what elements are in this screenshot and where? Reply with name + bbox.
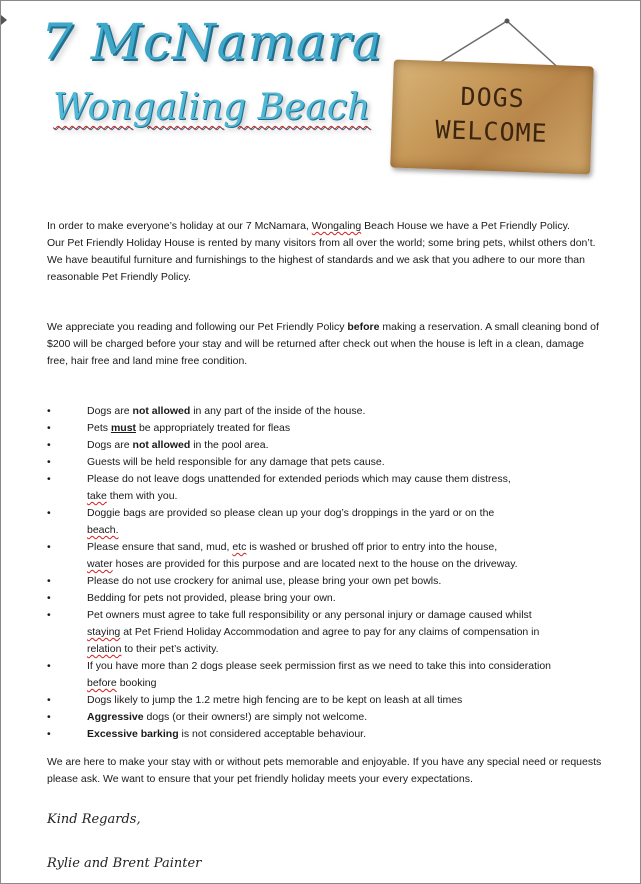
rule-text: them with you.: [106, 490, 178, 502]
rule-bold-text: Aggressive: [87, 711, 144, 723]
list-item: [47, 692, 607, 709]
sign-board: [390, 60, 594, 175]
bullet-icon: •: [47, 694, 51, 706]
bullet-icon: •: [47, 473, 51, 485]
intro-place-name: Wongaling: [311, 220, 362, 232]
bullet-icon: •: [47, 711, 51, 723]
intro-text: making a reservation. A small cleaning bond of $200 will be charged before your stay and will be returned after check out when the house is left in a clean, damage free, hair free and land mine free condition.: [47, 321, 599, 367]
rule-text: If you have more than 2 dogs please seek permission first as we need to take this into consideration: [87, 660, 552, 672]
list-item: [47, 590, 607, 607]
rule-text: be appropriately treated for fleas: [136, 422, 291, 434]
list-item: [47, 726, 607, 743]
rule-bold-text: must: [110, 422, 137, 434]
bullet-icon: •: [47, 660, 51, 672]
rule-text: Pet owners must agree to take full responsibility or any personal injury or damage caused whilst: [87, 609, 532, 621]
rule-text: is not considered acceptable behaviour.: [178, 728, 367, 740]
list-item: [47, 573, 607, 590]
list-item: [47, 454, 607, 471]
intro-paragraph-1: [47, 218, 607, 286]
sign-text-line-1: DOGS: [460, 81, 526, 114]
list-item: [47, 539, 607, 573]
dogs-welcome-sign: [386, 13, 596, 173]
bullet-icon: •: [47, 609, 51, 621]
rule-text: Pets: [87, 422, 111, 434]
rule-text: Dogs are: [87, 439, 133, 451]
rule-bold-text: Excessive barking: [87, 728, 179, 740]
intro-paragraph-2: [47, 319, 607, 370]
rule-text: Dogs are: [87, 405, 133, 417]
rule-text: Doggie bags are provided so please clean up your dog’s droppings in the yard or on the: [87, 507, 495, 519]
corner-arrow-icon: [1, 15, 7, 25]
bullet-icon: •: [47, 541, 51, 553]
rule-text: dogs (or their owners!) are simply not welcome.: [143, 711, 368, 723]
title-line-2: [53, 87, 370, 128]
title-line-2-text: Wongaling Beach: [53, 87, 371, 128]
closing-paragraph: We are here to make your stay with or without pets memorable and enjoyable. If you have any special need or requests please ask. We want to ensure that your pet friendly holiday meets your every expectations.: [47, 756, 602, 785]
rule-text: relation: [87, 643, 122, 655]
rule-text: water: [87, 558, 113, 570]
rule-text: at Pet Friend Holiday Accommodation and agree to pay for any claims of compensation in: [120, 626, 540, 638]
rule-text: Please do not leave dogs unattended for extended periods which may cause them distress,: [87, 473, 511, 485]
sign-text-line-2: WELCOME: [434, 115, 549, 148]
rule-text: hoses are provided for this purpose and are located next to the house on the driveway.: [112, 558, 518, 570]
rule-text: to their pet’s activity.: [121, 643, 219, 655]
bullet-icon: •: [47, 728, 51, 740]
list-item: [47, 403, 607, 420]
rule-text: before: [87, 677, 117, 689]
bullet-icon: •: [47, 575, 51, 587]
list-item: [47, 709, 607, 726]
rule-text: Guests will be held responsible for any damage that pets cause.: [87, 456, 385, 468]
rule-text: staying: [87, 626, 121, 638]
intro-text: Our Pet Friendly Holiday House is rented by many visitors from all over the world; some bring pets, whilst others don’t. We have beautiful furniture and furnishings to the highest of standards and we ask that you adhere to our more than reasonable Pet Friendly Policy.: [47, 237, 596, 283]
bullet-icon: •: [47, 439, 51, 451]
rule-text: beach.: [87, 524, 119, 536]
policy-rules-list: [47, 403, 607, 743]
bullet-icon: •: [47, 456, 51, 468]
list-item: [47, 658, 607, 692]
rule-text: Please do not use crockery for animal use, please bring your own pet bowls.: [87, 575, 442, 587]
title-line-1: 7 McNamara: [41, 13, 383, 71]
rule-bold-text: not allowed: [132, 405, 191, 417]
rule-text: Bedding for pets not provided, please bring your own.: [87, 592, 336, 604]
bullet-icon: •: [47, 592, 51, 604]
rule-text: Please ensure that sand, mud,: [87, 541, 233, 553]
rule-text: in the pool area.: [190, 439, 269, 451]
bullet-icon: •: [47, 422, 51, 434]
rule-text: Dogs likely to jump the 1.2 metre high fencing are to be kept on leash at all times: [87, 694, 463, 706]
list-item: [47, 420, 607, 437]
rule-bold-text: not allowed: [132, 439, 191, 451]
list-item: [47, 437, 607, 454]
signature: Rylie and Brent Painter: [47, 856, 202, 871]
rule-text: booking: [116, 677, 157, 689]
intro-text: We appreciate you reading and following our Pet Friendly Policy: [47, 321, 348, 333]
rule-text: in any part of the inside of the house.: [190, 405, 366, 417]
intro-text: In order to make everyone’s holiday at our 7 McNamara,: [47, 220, 312, 232]
intro-bold-text: before: [347, 321, 380, 333]
bullet-icon: •: [47, 507, 51, 519]
list-item: [47, 505, 607, 539]
list-item: [47, 471, 607, 505]
rule-text: is washed or brushed off prior to entry into the house,: [246, 541, 498, 553]
intro-text: Beach House we have a Pet Friendly Policy.: [361, 220, 570, 232]
rule-text: take: [87, 490, 107, 502]
list-item: [47, 607, 607, 658]
rule-text: etc: [232, 541, 247, 553]
kind-regards: Kind Regards,: [47, 812, 141, 827]
bullet-icon: •: [47, 405, 51, 417]
